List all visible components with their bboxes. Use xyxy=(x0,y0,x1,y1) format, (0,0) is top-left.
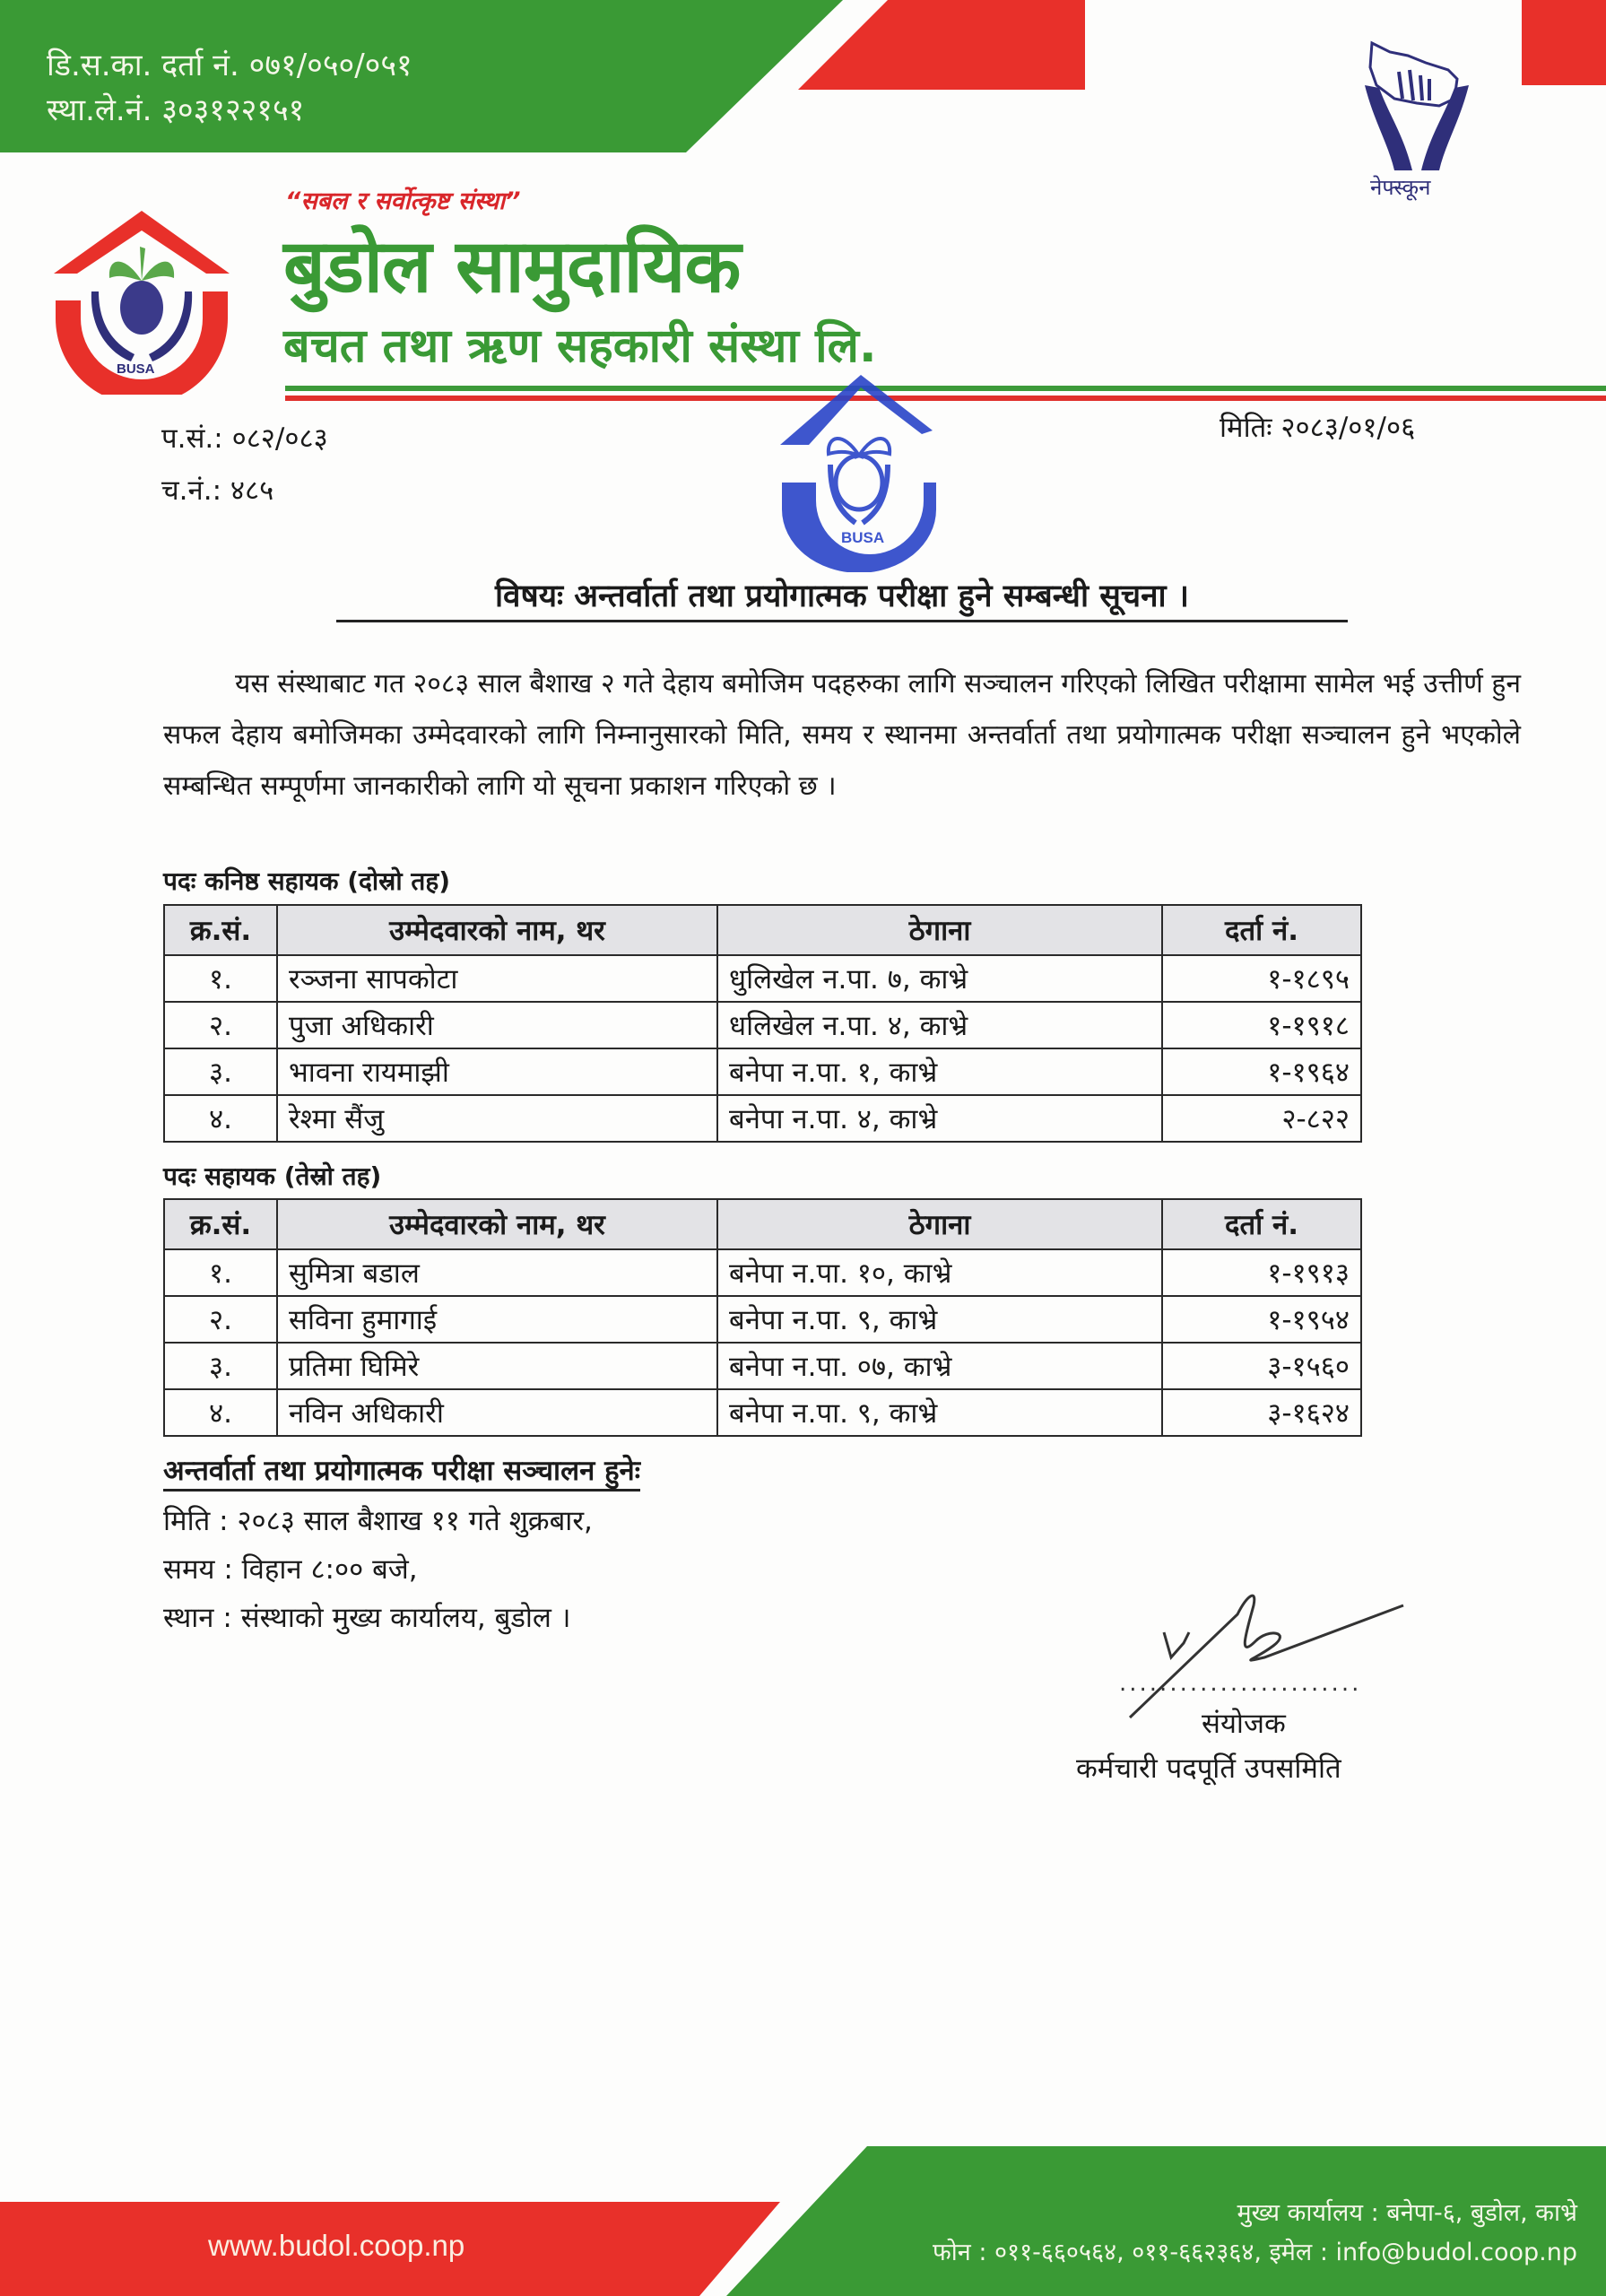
col-serial: क्र.सं. xyxy=(164,905,277,955)
cell-reg-no: १-१९५४ xyxy=(1162,1296,1361,1343)
cell-reg-no: १-१८९५ xyxy=(1162,955,1361,1002)
post-label-junior-assistant: पदः कनिष्ठ सहायक (दोस्रो तह) xyxy=(163,866,451,896)
col-address: ठेगाना xyxy=(717,905,1162,955)
busa-logo xyxy=(45,202,238,395)
letter-reference xyxy=(161,413,328,517)
table-row xyxy=(164,1002,1361,1048)
registration-info xyxy=(47,43,412,133)
table-row xyxy=(164,1048,1361,1095)
cell-serial: ३. xyxy=(164,1343,277,1389)
cell-name: नविन अधिकारी xyxy=(277,1389,717,1436)
cell-address: बनेपा न.पा. ९, काभ्रे xyxy=(717,1389,1162,1436)
schedule-time: समय : विहान ८:०० बजे, xyxy=(163,1553,418,1586)
header-red-band xyxy=(798,0,1085,90)
cell-address: बनेपा न.पा. १, काभ्रे xyxy=(717,1048,1162,1095)
col-reg-no: दर्ता नं. xyxy=(1162,1199,1361,1249)
dispatch-number: च.नं.: ४८५ xyxy=(161,474,274,507)
org-subtitle: बचत तथा ऋण सहकारी संस्था लि. xyxy=(283,319,877,373)
cell-serial: ४. xyxy=(164,1095,277,1142)
registration-line-2: स्था.ले.नं. ३०३१२२१५१ xyxy=(47,92,305,128)
cell-address: धलिखेल न.पा. ४, काभ्रे xyxy=(717,1002,1162,1048)
schedule-venue: स्थान : संस्थाको मुख्य कार्यालय, बुडोल । xyxy=(163,1602,571,1634)
cell-address: बनेपा न.पा. ९, काभ्रे xyxy=(717,1296,1162,1343)
schedule-date: मिति : २०८३ साल बैशाख ११ गते शुक्रबार, xyxy=(163,1505,593,1537)
table-row xyxy=(164,1249,1361,1296)
letter-subject: विषयः अन्तर्वार्ता तथा प्रयोगात्मक परीक्षा हुने सम्बन्धी सूचना । xyxy=(336,574,1348,622)
cell-reg-no: १-१९१८ xyxy=(1162,1002,1361,1048)
cell-name: सुमित्रा बडाल xyxy=(277,1249,717,1296)
nefscun-logo-text: नेफ्स्कून xyxy=(1370,175,1431,200)
cell-reg-no: ३-१५६० xyxy=(1162,1343,1361,1389)
col-name: उम्मेदवारको नाम, थर xyxy=(277,1199,717,1249)
signature-line: ........................ xyxy=(1119,1670,1362,1697)
col-serial: क्र.सं. xyxy=(164,1199,277,1249)
candidates-table-junior-assistant xyxy=(163,904,1362,1143)
cell-serial: ४. xyxy=(164,1389,277,1436)
footer-contact xyxy=(933,2194,1577,2273)
table-header-row xyxy=(164,1199,1361,1249)
reference-number: प.सं.: ०८२/०८३ xyxy=(161,422,328,455)
table-header-row xyxy=(164,905,1361,955)
cell-name: रेश्मा सैंजु xyxy=(277,1095,717,1142)
cell-reg-no: ३-१६२४ xyxy=(1162,1389,1361,1436)
header-red-block xyxy=(1522,0,1606,85)
stamp-text: BUSA xyxy=(841,529,885,546)
cell-serial: २. xyxy=(164,1002,277,1048)
cell-address: बनेपा न.पा. ४, काभ्रे xyxy=(717,1095,1162,1142)
footer-phone-email: फोन : ०११-६६०५६४, ०११-६६२३६४, इमेल : info@budol.coop.np xyxy=(932,2239,1577,2266)
cell-name: भावना रायमाझी xyxy=(277,1048,717,1095)
col-name: उम्मेदवारको नाम, थर xyxy=(277,905,717,955)
schedule-title: अन्तर्वार्ता तथा प्रयोगात्मक परीक्षा सञ्चालन हुनेः xyxy=(163,1451,640,1492)
table-row xyxy=(164,1343,1361,1389)
cell-serial: ३. xyxy=(164,1048,277,1095)
table-row xyxy=(164,1389,1361,1436)
registration-line-1: डि.स.का. दर्ता नं. ०७१/०५०/०५१ xyxy=(47,48,412,83)
cell-reg-no: १-१९१३ xyxy=(1162,1249,1361,1296)
candidates-table-assistant xyxy=(163,1198,1362,1437)
org-motto: “सबल र सर्वोत्कृष्ट संस्था” xyxy=(285,187,521,215)
cell-address: बनेपा न.पा. १०, काभ्रे xyxy=(717,1249,1162,1296)
cell-name: सविना हुमागाई xyxy=(277,1296,717,1343)
footer-website[interactable]: www.budol.coop.np xyxy=(208,2229,465,2262)
table-row xyxy=(164,955,1361,1002)
org-name: बुडोल सामुदायिक xyxy=(283,224,741,309)
cell-reg-no: १-१९६४ xyxy=(1162,1048,1361,1095)
table-row xyxy=(164,1095,1361,1142)
handwritten-signature xyxy=(1112,1578,1435,1722)
cell-name: रञ्जना सापकोटा xyxy=(277,955,717,1002)
signatory-role: संयोजक xyxy=(1202,1708,1286,1740)
cell-serial: १. xyxy=(164,955,277,1002)
footer-address: मुख्य कार्यालय : बनेपा-६, बुडोल, काभ्रे xyxy=(1237,2199,1577,2227)
busa-stamp xyxy=(744,366,959,572)
busa-logo-text: BUSA xyxy=(117,361,155,377)
post-label-assistant: पदः सहायक (तेस्रो तह) xyxy=(163,1161,382,1191)
letter-date: मितिः २०८३/०१/०६ xyxy=(1220,412,1416,444)
cell-address: धुलिखेल न.पा. ७, काभ्रे xyxy=(717,955,1162,1002)
col-address: ठेगाना xyxy=(717,1199,1162,1249)
col-reg-no: दर्ता नं. xyxy=(1162,905,1361,955)
table-row xyxy=(164,1296,1361,1343)
cell-reg-no: २-८२२ xyxy=(1162,1095,1361,1142)
nefscun-logo xyxy=(1363,36,1471,215)
cell-address: बनेपा न.पा. ०७, काभ्रे xyxy=(717,1343,1162,1389)
cell-serial: १. xyxy=(164,1249,277,1296)
cell-serial: २. xyxy=(164,1296,277,1343)
letter-body: यस संस्थाबाट गत २०८३ साल बैशाख २ गते देहाय बमोजिम पदहरुका लागि सञ्चालन गरिएको लिखित परीक्षामा सामेल भई उत्तीर्ण हुन सफल देहाय बमोजिमका उम्मेदवारको लागि निम्नानुसारको मिति, समय र स्थानमा अन्तर्वार्ता तथा प्रयोगात्मक परीक्षा सञ्चालन हुने भएकोले सम्बन्धित सम्पूर्णमा जानकारीको लागि यो सूचना प्रकाशन गरिएको छ । xyxy=(163,668,1521,802)
cell-name: पुजा अधिकारी xyxy=(277,1002,717,1048)
signatory-committee: कर्मचारी पदपूर्ति उपसमिति xyxy=(1076,1752,1341,1785)
cell-name: प्रतिमा घिमिरे xyxy=(277,1343,717,1389)
